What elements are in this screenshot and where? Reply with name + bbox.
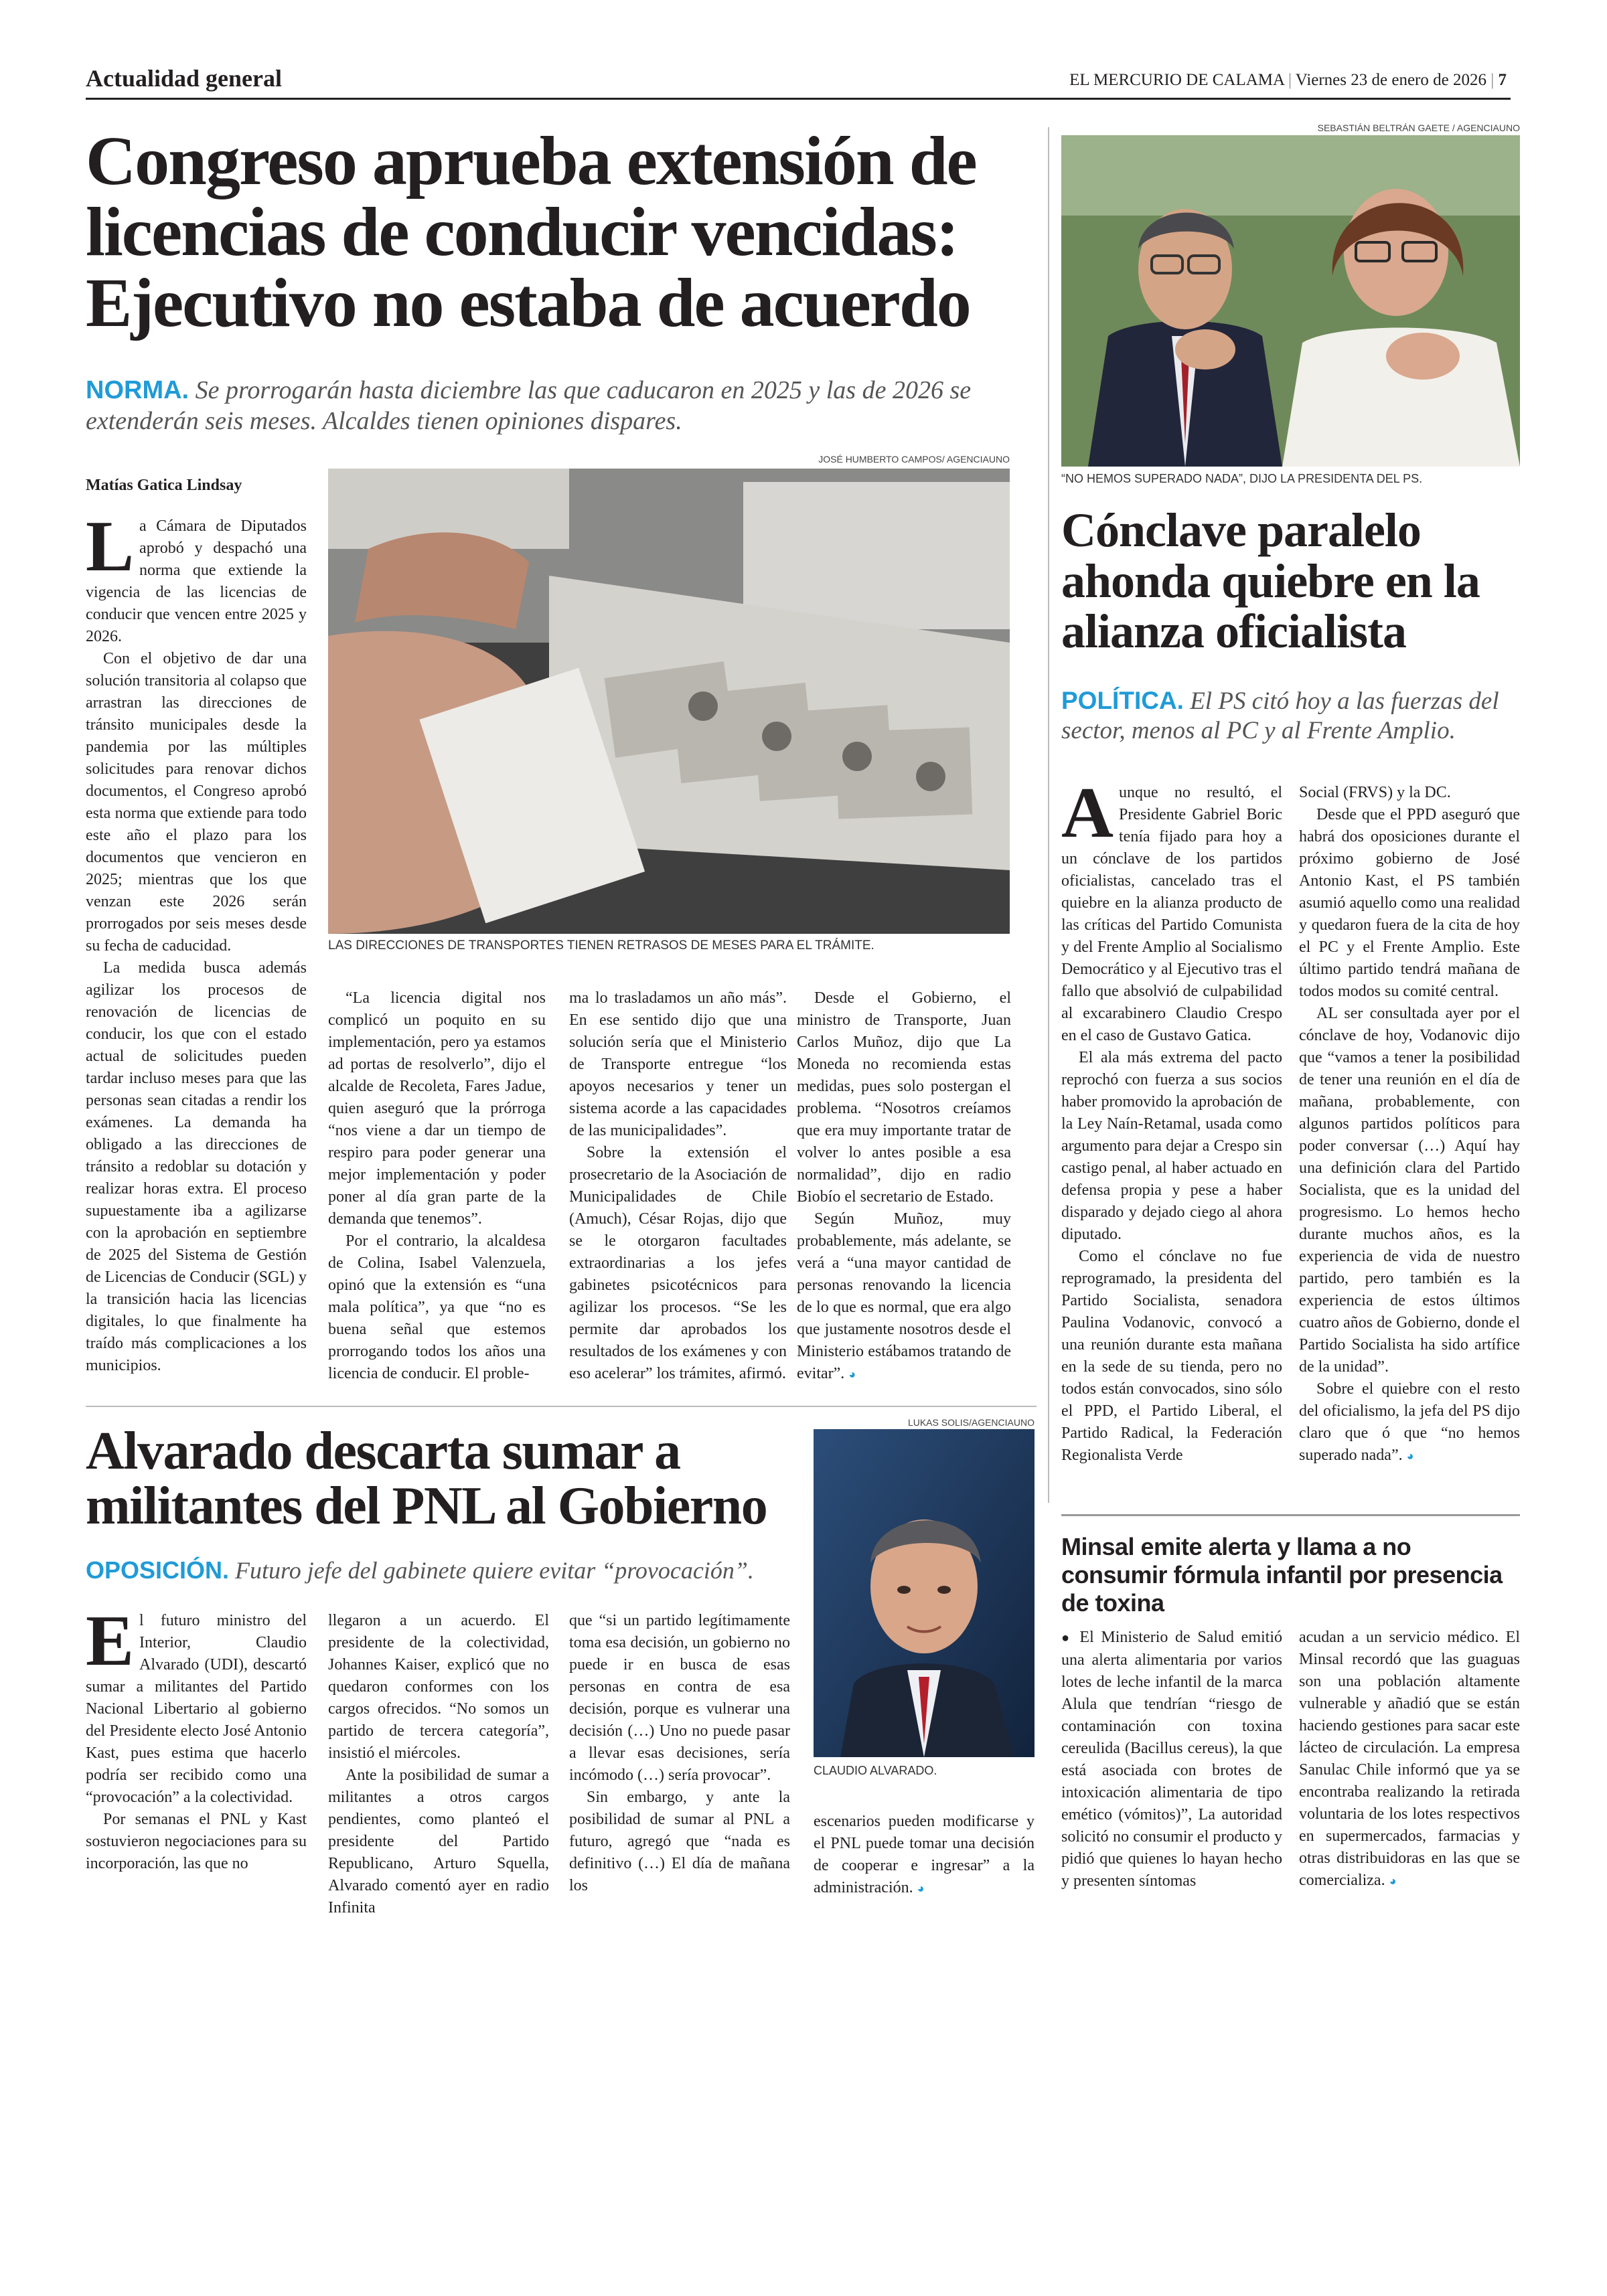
alvarado-portrait [814, 1429, 1035, 1757]
second-col1-p2: Por semanas el PNL y Kast sostuvieron negociaciones para su incorporación, las que no [86, 1811, 307, 1872]
brief-column-2 [1299, 1627, 1520, 1892]
licenses-illustration [328, 469, 1010, 934]
conclave-col2-p4: Sobre el quiebre con el resto del oficialismo, la jefa del PS dijo claro que ó que “no hemos superado nada”. ◕ [1299, 1380, 1520, 1464]
column-divider [1048, 127, 1049, 1503]
main-col1-p3: La medida busca además agilizar los procesos de renovación de licencias de conducir, los que con el estado actual de solicitudes pueden tardar incluso meses para que las personas sean citadas a rendir los exámenes. La demanda ha obligado a las direcciones de tránsito a redoblar su dotación y realizar horas extra. El proceso supuestamente iba a agilizarse con la aprobación en septiembre de 2025 del Sistema de Gestión de Licencias de Conducir (SGL) y la transición hacia las licencias digitales, lo que finalmente ha traído más complicaciones a los municipios. [86, 959, 307, 1374]
main-col2-p1: “La licencia digital nos complicó un poquito en su implementación, pero ya estamos ad portas de resolverlo”, dijo el alcalde de Recoleta, Fares Jadue, quien aseguró que la prórroga “nos viene a dar un tiempo de respiro para poder generar una mejor implementación y poder poner al día gran parte de la demanda que tenemos”. [328, 989, 546, 1228]
second-col3-p1: que “si un partido legítimamente toma esa decisión, un gobierno no puede ir en busca de esas personas en contra de esa decisión, porque es vulnerar una decisión (…) Uno no puede pasar a llevar esas decisiones, sería incómodo (…) sería provocar”. [569, 1612, 790, 1784]
issue-date: Viernes 23 de enero de 2026 [1295, 71, 1486, 89]
second-column-4 [814, 1811, 1035, 1900]
conclave-kicker: POLÍTICA. [1061, 687, 1184, 714]
main-standfirst-text: Se prorrogarán hasta diciembre las que caducaron en 2025 y las de 2026 se extenderán seis meses. Alcaldes tienen opiniones dispares. [86, 376, 972, 435]
brief-col2-text: acudan a un servicio médico. El Minsal recordó que las guaguas son una población altamente vulnerable y añadió que se están haciendo gestiones para sacar este lácteo de circulación. La empresa Sanulac Chile informó que ya se encontraba realizando la retirada voluntaria de los lotes respectivos en supermercados, farmacias y otras distribuidoras en las que se comercializa. ◕ [1299, 1629, 1520, 1889]
byline: Matías Gatica Lindsay [86, 477, 242, 494]
main-col1-p2: Con el objetivo de dar una solución transitoria al colapso que arrastran las direcciones de tránsito municipales desde la pandemia por las múltiples solicitudes para renovar dichos documentos, el Congreso aprobó esta norma que extiende para todo este año el plazo para los documentos que vencieron en 2025; mientras que los que venzan este 2026 serán prorrogados por seis meses desde su fecha de caducidad. [86, 650, 307, 955]
second-standfirst-text: Futuro jefe del gabinete quiere evitar “provocación”. [235, 1557, 754, 1584]
second-standfirst [86, 1556, 795, 1584]
main-headline: Congreso aprueba extensión de licencias de conducir vencidas: Ejecutivo no estaba de acuerdo [86, 122, 976, 342]
main-column-4 [797, 987, 1011, 1386]
conclave-col2-p2: Desde que el PPD aseguró que habrá dos oposiciones durante el próximo gobierno de José Antonio Kast, el PS también asumió aquello como una realidad y quedaron fuera de la cita de hoy el PC y el Frente Amplio. Este último partido tendrá mañana de todos modos su comité central. [1299, 806, 1520, 1000]
newspaper-name: EL MERCURIO DE CALAMA [1069, 71, 1284, 89]
story-divider [86, 1406, 1037, 1407]
ps-leaders-illustration [1061, 135, 1520, 467]
brief-headline: Minsal emite alerta y llama a no consumir fórmula infantil por presencia de toxina [1061, 1533, 1503, 1617]
masthead: EL MERCURIO DE CALAMA | Viernes 23 de enero de 2026 | 7 [1069, 71, 1507, 89]
second-column-1 [86, 1601, 307, 1875]
conclave-column-1 [1061, 773, 1282, 1467]
conclave-dropcap: A [1061, 773, 1114, 853]
conclave-col2-p1: Social (FRVS) y la DC. [1299, 784, 1451, 801]
second-col2-p1: llegaron a un acuerdo. El presidente de la colectividad, Johannes Kaiser, explicó que no quedaron conformes con los cargos ofrecidos. “No somos un partido de tercera categoría”, insistió el miércoles. [328, 1612, 549, 1762]
main-col3-p1: ma lo trasladamos un año más”. En ese sentido dijo que una solución sería que el Ministerio de Transporte entregue “los apoyos necesarios y tener un sistema acorde a las capacidades de las municipalidades”. [569, 989, 787, 1139]
conclave-col2-p3: AL ser consultada ayer por el cónclave de hoy, Vodanovic dijo que “vamos a tener la posibilidad de tener una reunión en el día de mañana, probablemente, con algunos partidos políticos para poder conversar (…) Aquí hay una definición clara del Partido Socialista, que es la unidad del progresismo. Lo hemos hecho durante muchos años, es la experiencia de vida de nuestro partido, pero también es la experiencia de estos últimos cuatro años de Gobierno, donde el Partido Socialista ha sido artífice de la unidad”. [1299, 1005, 1520, 1376]
second-col4-p1: escenarios pueden modificarse y el PNL puede tomar una decisión de cooperar e ingresar” a la administración. ◕ [814, 1813, 1035, 1896]
conclave-photo-caption: “NO HEMOS SUPERADO NADA”, DIJO LA PRESIDENTA DEL PS. [1061, 472, 1423, 485]
conclave-col1-p2: El ala más extrema del pacto reprochó con fuerza a sus socios haber promovido la aprobación de la Ley Naín-Retamal, usada como argumento para dejar a Crespo sin castigo penal, al haber actuado en defensa propia y pese a haber disparado y dejado ciego al ahora diputado. [1061, 1049, 1282, 1243]
conclave-column-2 [1299, 782, 1520, 1467]
second-dropcap: E [86, 1601, 135, 1681]
main-col4-p1: Desde el Gobierno, el ministro de Transporte, Juan Carlos Muñoz, dijo que La Moneda no recomienda estas medidas, pues solo postergan el problema. “Nosotros creíamos que era muy importante tratar de volver lo antes posible a esa normalidad”, dijo en radio Biobío el secretario de Estado. [797, 989, 1011, 1206]
alvarado-caption: CLAUDIO ALVARADO. [814, 1764, 937, 1777]
main-col3-p2: Sobre la extensión el prosecretario de la Asociación de Municipalidades de Chile (Amuch), César Rojas, dijo que se le otorgaron facultades extraordinarias a los jefes gabinetes psicotécnicos para agilizar los procesos. “Se les permite dar aprobados los resultados de los exámenes y con eso acelerar” los trámites, afirmó. [569, 1144, 787, 1382]
second-col1-p1: l futuro ministro del Interior, Claudio Alvarado (UDI), descartó sumar a militantes del Partido Nacional Libertario al gobierno del Presidente electo José Antonio Kast, pues estima que hacerlo podría ser recibido como una “provocación” a la colectividad. [86, 1612, 307, 1806]
main-standfirst [86, 375, 1037, 436]
conclave-col1-p3: Como el cónclave no fue reprogramado, la presidenta del Partido Socialista, senadora Paulina Vodanovic, convocó a una reunión durante esta mañana en la sede de su tienda, pero no todos están convocados, sino sólo el PPD, el Partido Liberal, el Partido Radical, la Federación Regionalista Verde [1061, 1248, 1282, 1464]
main-column-3 [569, 987, 787, 1385]
brief-divider [1061, 1514, 1520, 1516]
section-label: Actualidad general [86, 65, 282, 92]
brief-col1-text: ● El Ministerio de Salud emitió una alerta alimentaria por varios lotes de leche infantil de la marca Alula que tendrían “riesgo de contaminación con toxina cereulida (Bacillus cereus), la que está asociada con brotes de intoxicación alimentaria de tipo emético (vómitos)”, La autoridad solicitó no consumir el producto y pidió que quienes lo hayan hecho y presenten síntomas [1061, 1629, 1282, 1890]
second-col3-p2: Sin embargo, y ante la posibilidad de sumar al PNL a futuro, agregó que “nada es definitivo (…) El día de mañana los [569, 1789, 790, 1894]
conclave-standfirst-text: El PS citó hoy a las fuerzas del sector, menos al PC y al Frente Amplio. [1061, 687, 1499, 744]
brief-column-1 [1061, 1627, 1282, 1892]
second-column-3 [569, 1610, 790, 1897]
licenses-photo [328, 469, 1010, 934]
main-column-1 [86, 507, 307, 1377]
second-kicker: OPOSICIÓN. [86, 1556, 230, 1584]
conclave-col1-p1: unque no resultó, el Presidente Gabriel Boric tenía fijado para hoy a un cónclave de los partidos oficialistas, cancelado tras el quiebre en la alianza producto de las críticas del Partido Comunista y del Frente Amplio al Socialismo Democrático y al Ejecutivo tras el fallo que absolvió de culpabilidad al excarabinero Claudio Crespo en el caso de Gustavo Gatica. [1061, 784, 1282, 1044]
alvarado-photo [814, 1429, 1035, 1757]
main-photo-credit: JOSÉ HUMBERTO CAMPOS/ AGENCIAUNO [818, 454, 1010, 465]
second-column-2 [328, 1610, 549, 1919]
conclave-headline: Cónclave paralelo ahonda quiebre en la alianza oficialista [1061, 503, 1480, 659]
end-mark-icon: ◕ [917, 1882, 925, 1895]
main-column-2 [328, 987, 546, 1385]
second-col2-p2: Ante la posibilidad de sumar a militantes a otros cargos pendientes, como planteó el presidente del Partido Republicano, Arturo Squella, Alvarado comentó ayer en radio Infinita [328, 1767, 549, 1916]
main-photo-caption: LAS DIRECCIONES DE TRANSPORTES TIENEN RETRASOS DE MESES PARA EL TRÁMITE. [328, 938, 874, 953]
conclave-photo-credit: SEBASTIÁN BELTRÁN GAETE / AGENCIAUNO [1317, 122, 1520, 133]
second-headline: Alvarado descarta sumar a militantes del PNL al Gobierno [86, 1422, 767, 1536]
end-mark-icon: ◕ [1389, 1874, 1397, 1888]
conclave-standfirst [1061, 686, 1520, 746]
main-kicker: NORMA. [86, 376, 189, 404]
main-col4-p2: Según Muñoz, muy probablemente, más adelante, se verá a “una mayor cantidad de personas renovando la licencia de lo que es normal, que era algo que justamente nosotros desde el Ministerio estábamos tratando de evitar”. ◕ [797, 1210, 1011, 1382]
main-dropcap: L [86, 507, 135, 586]
end-mark-icon: ◕ [848, 1368, 856, 1381]
bullet-icon: ● [1061, 1631, 1073, 1645]
conclave-photo [1061, 135, 1520, 467]
page-number: 7 [1498, 71, 1507, 89]
end-mark-icon: ◕ [1406, 1449, 1414, 1463]
alvarado-photo-credit: LUKAS SOLIS/AGENCIAUNO [907, 1417, 1035, 1428]
header-rule [86, 98, 1511, 100]
main-col1-p1: a Cámara de Diputados aprobó y despachó una norma que extiende la vigencia de las licencias de conducir que vencen entre 2025 y 2026. [86, 517, 307, 645]
main-col2-p2: Por el contrario, la alcaldesa de Colina, Isabel Valenzuela, opinó que la extensión es “una mala política”, ya que “no es buena señal que estemos prorrogando todos los años una licencia de conducir. El proble- [328, 1232, 546, 1382]
